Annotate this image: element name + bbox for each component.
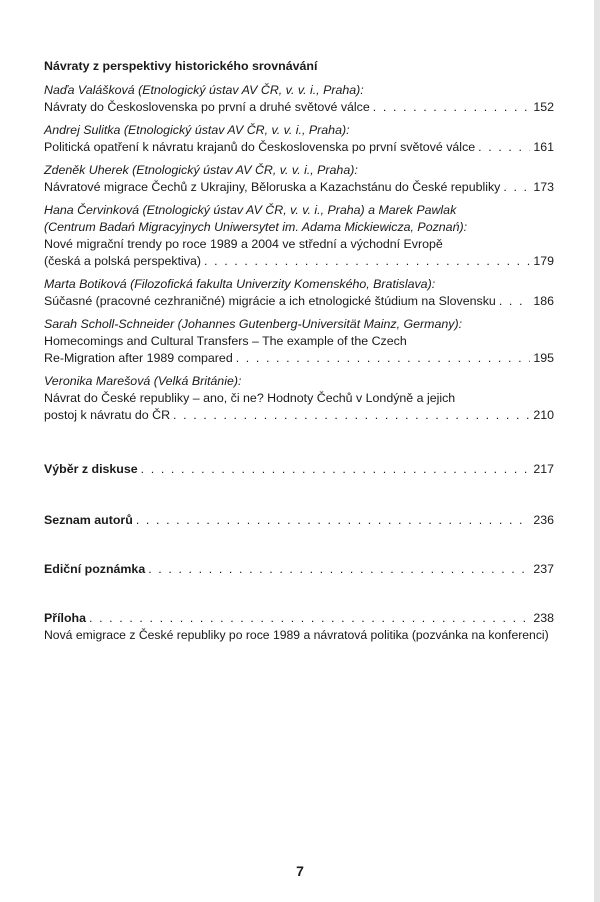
entry-title: Návratové migrace Čechů z Ukrajiny, Běloruska a Kazachstánu do České republiky xyxy=(44,180,501,194)
entry-page: 179 xyxy=(533,254,554,268)
entry-title-line xyxy=(44,139,554,156)
major-page: 237 xyxy=(533,562,554,576)
entry-author: Zdeněk Uherek (Etnologický ústav AV ČR, v. v. i., Praha): xyxy=(44,163,358,177)
entry-title: Politická opatření k návratu krajanů do Československa po první světové válce xyxy=(44,140,476,154)
dot-leader xyxy=(204,253,530,270)
toc-major-priloha xyxy=(44,610,554,644)
major-page: 236 xyxy=(533,513,554,527)
entry-author: Marta Botiková (Filozofická fakulta Univerzity Komenského, Bratislava): xyxy=(44,277,436,291)
entry-title-line xyxy=(44,253,554,270)
major-line xyxy=(44,610,554,627)
major-line xyxy=(44,512,554,529)
dot-leader xyxy=(136,512,530,529)
major-label: Seznam autorů xyxy=(44,513,133,527)
toc-entry xyxy=(44,162,554,196)
page-number: 7 xyxy=(296,863,304,879)
toc-entry xyxy=(44,122,554,156)
dot-leader xyxy=(373,99,531,116)
major-subtitle: Nová emigrace z České republiky po roce 1989 a návratová politika (pozvánka na konferenci) xyxy=(44,628,549,642)
major-line xyxy=(44,561,554,578)
entry-title: Nové migrační trendy po roce 1989 a 2004 ve střední a východní Evropě xyxy=(44,237,443,251)
toc-section xyxy=(44,58,554,430)
entry-author: Hana Červinková (Etnologický ústav AV ČR, v. v. i., Praha) a Marek Pawlak xyxy=(44,203,457,217)
entry-author-affiliation: (Centrum Badań Migracyjnych Uniwersytet im. Adama Mickiewicza, Poznań): xyxy=(44,220,468,234)
entry-author: Sarah Scholl-Schneider (Johannes Gutenberg-Universität Mainz, Germany): xyxy=(44,317,463,331)
toc-entry xyxy=(44,276,554,310)
toc-major-autori xyxy=(44,512,554,529)
dot-leader xyxy=(148,561,530,578)
entry-title: Súčasné (pracovné cezhraničné) migrácie a ich etnologické štúdium na Slovensku xyxy=(44,294,496,308)
major-label: Příloha xyxy=(44,611,86,625)
entry-title-end: Re-Migration after 1989 compared xyxy=(44,351,233,365)
entry-title-line xyxy=(44,99,554,116)
toc-entry xyxy=(44,316,554,367)
major-label: Ediční poznámka xyxy=(44,562,146,576)
dot-leader xyxy=(141,461,531,478)
dot-leader xyxy=(499,293,531,310)
dot-leader xyxy=(89,610,530,627)
toc-major-diskuse xyxy=(44,461,554,478)
entry-page: 161 xyxy=(533,140,554,154)
entry-title-end: (česká a polská perspektiva) xyxy=(44,254,202,268)
dot-leader xyxy=(478,139,530,156)
toc-major-poznamka xyxy=(44,561,554,578)
entry-page: 152 xyxy=(533,100,554,114)
dot-leader xyxy=(173,407,530,424)
entry-title-line xyxy=(44,407,554,424)
entry-title-line xyxy=(44,350,554,367)
major-label: Výběr z diskuse xyxy=(44,462,138,476)
dot-leader xyxy=(236,350,531,367)
entry-title-end: postoj k návratu do ČR xyxy=(44,408,171,422)
entry-title: Návraty do Československa po první a druhé světové válce xyxy=(44,100,370,114)
entry-title: Návrat do České republiky – ano, či ne? Hodnoty Čechů v Londýně a jejich xyxy=(44,391,456,405)
section-title: Návraty z perspektivy historického srovnávání xyxy=(44,59,318,73)
dot-leader xyxy=(503,179,530,196)
entry-page: 195 xyxy=(533,351,554,365)
major-page: 238 xyxy=(533,611,554,625)
toc-entry xyxy=(44,202,554,270)
toc-entry xyxy=(44,82,554,116)
major-line xyxy=(44,461,554,478)
entry-title: Homecomings and Cultural Transfers – The example of the Czech xyxy=(44,334,407,348)
entry-title-line xyxy=(44,179,554,196)
entry-page: 173 xyxy=(533,180,554,194)
major-page: 217 xyxy=(533,462,554,476)
toc-entry xyxy=(44,373,554,424)
entry-page: 186 xyxy=(533,294,554,308)
entry-author: Naďa Valášková (Etnologický ústav AV ČR, v. v. i., Praha): xyxy=(44,83,364,97)
entry-title-line xyxy=(44,293,554,310)
entry-author: Andrej Sulitka (Etnologický ústav AV ČR, v. v. i., Praha): xyxy=(44,123,350,137)
entry-author: Veronika Marešová (Velká Británie): xyxy=(44,374,242,388)
entry-page: 210 xyxy=(533,408,554,422)
